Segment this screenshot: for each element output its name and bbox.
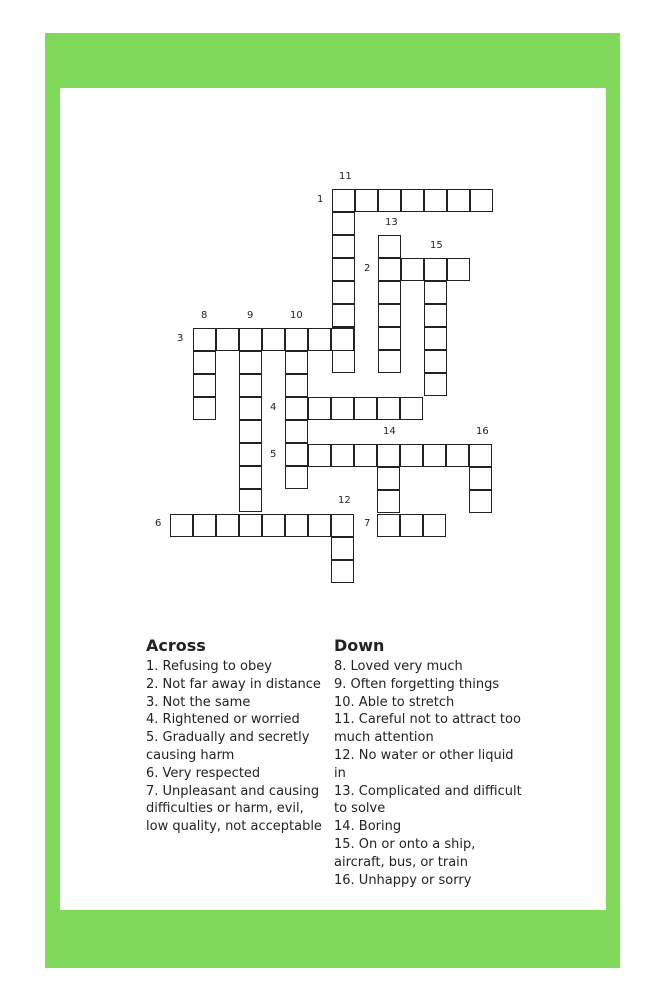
grid-cell[interactable]: [424, 189, 447, 212]
grid-cell[interactable]: [239, 328, 262, 351]
clue-number-16: 16: [476, 426, 489, 437]
grid-cell[interactable]: [332, 189, 355, 212]
grid-cell[interactable]: [378, 235, 401, 258]
grid-cell[interactable]: [378, 281, 401, 304]
grid-cell[interactable]: [285, 514, 308, 537]
grid-cell[interactable]: [354, 397, 377, 420]
clue-number-4: 4: [270, 402, 277, 413]
grid-cell[interactable]: [193, 374, 216, 397]
down-clue-14: 14. Boring: [334, 819, 402, 835]
clue-number-8: 8: [201, 310, 208, 321]
clue-number-3: 3: [177, 333, 184, 344]
grid-cell[interactable]: [332, 212, 355, 235]
grid-cell[interactable]: [193, 328, 216, 351]
grid-cell[interactable]: [239, 443, 262, 466]
grid-cell[interactable]: [331, 537, 354, 560]
grid-cell[interactable]: [193, 397, 216, 420]
grid-cell[interactable]: [377, 514, 400, 537]
across-clue-1: 1. Refusing to obey: [146, 659, 272, 674]
grid-cell[interactable]: [332, 281, 355, 304]
grid-cell[interactable]: [331, 444, 354, 467]
grid-cell[interactable]: [308, 328, 331, 351]
grid-cell[interactable]: [424, 281, 447, 304]
grid-cell[interactable]: [377, 490, 400, 513]
grid-cell[interactable]: [400, 397, 423, 420]
grid-cell[interactable]: [355, 189, 378, 212]
grid-cell[interactable]: [469, 444, 492, 467]
down-clue-9: 9. Often forgetting things: [334, 676, 500, 692]
grid-cell[interactable]: [239, 466, 262, 489]
grid-cell[interactable]: [424, 327, 447, 350]
grid-cell[interactable]: [285, 351, 308, 374]
grid-cell[interactable]: [262, 328, 285, 351]
across-clue-3: 3. Not the same: [146, 694, 251, 710]
grid-cell[interactable]: [378, 304, 401, 327]
grid-cell[interactable]: [239, 420, 262, 443]
grid-cell[interactable]: [216, 514, 239, 537]
clue-number-5: 5: [270, 449, 277, 460]
grid-cell[interactable]: [469, 490, 492, 513]
grid-cell[interactable]: [424, 258, 447, 281]
grid-cell[interactable]: [239, 489, 262, 512]
clue-number-11: 11: [339, 171, 352, 182]
grid-cell[interactable]: [446, 444, 469, 467]
grid-cell[interactable]: [332, 258, 355, 281]
clue-number-13: 13: [385, 217, 398, 228]
grid-cell[interactable]: [332, 350, 355, 373]
grid-cell[interactable]: [332, 235, 355, 258]
grid-cell[interactable]: [423, 514, 446, 537]
clue-number-12: 12: [338, 495, 351, 506]
grid-cell[interactable]: [400, 444, 423, 467]
grid-cell[interactable]: [285, 374, 308, 397]
grid-cell[interactable]: [331, 514, 354, 537]
clue-number-15: 15: [430, 240, 443, 251]
clue-number-9: 9: [247, 310, 254, 321]
grid-cell[interactable]: [377, 397, 400, 420]
grid-cell[interactable]: [239, 514, 262, 537]
grid-cell[interactable]: [469, 467, 492, 490]
grid-cell[interactable]: [354, 444, 377, 467]
grid-cell[interactable]: [378, 350, 401, 373]
grid-cell[interactable]: [401, 189, 424, 212]
grid-cell[interactable]: [308, 514, 331, 537]
grid-cell[interactable]: [424, 350, 447, 373]
grid-cell[interactable]: [378, 258, 401, 281]
down-clue-11: 11. Careful not to attract too much attention: [334, 712, 521, 746]
grid-cell[interactable]: [285, 397, 308, 420]
down-heading: Down: [334, 636, 385, 655]
grid-cell[interactable]: [331, 328, 354, 351]
grid-cell[interactable]: [308, 444, 331, 467]
down-clue-8: 8. Loved very much: [334, 659, 463, 674]
clue-number-1: 1: [317, 194, 324, 205]
grid-cell[interactable]: [447, 258, 470, 281]
grid-cell[interactable]: [193, 351, 216, 374]
grid-cell[interactable]: [400, 514, 423, 537]
clue-number-10: 10: [290, 310, 303, 321]
across-clue-5: 5. Gradually and secretly causing harm: [146, 730, 310, 763]
clue-number-2: 2: [364, 263, 371, 274]
grid-cell[interactable]: [239, 374, 262, 397]
grid-cell[interactable]: [424, 304, 447, 327]
grid-cell[interactable]: [331, 560, 354, 583]
grid-cell[interactable]: [377, 467, 400, 490]
grid-cell[interactable]: [424, 373, 447, 396]
grid-cell[interactable]: [423, 444, 446, 467]
across-clue-2: 2. Not far away in distance: [146, 676, 321, 692]
grid-cell[interactable]: [308, 397, 331, 420]
clue-number-14: 14: [383, 426, 396, 437]
grid-cell[interactable]: [216, 328, 239, 351]
grid-cell[interactable]: [239, 351, 262, 374]
grid-cell[interactable]: [447, 189, 470, 212]
down-clue-12: 12. No water or other liquid in: [334, 747, 514, 781]
grid-cell[interactable]: [378, 189, 401, 212]
grid-cell[interactable]: [262, 514, 285, 537]
across-clue-6: 6. Very respected: [146, 765, 261, 781]
grid-cell[interactable]: [401, 258, 424, 281]
grid-cell[interactable]: [331, 397, 354, 420]
grid-cell[interactable]: [170, 514, 193, 537]
grid-cell[interactable]: [193, 514, 216, 537]
down-clue-10: 10. Able to stretch: [334, 694, 455, 710]
down-clues: [334, 636, 524, 889]
grid-cell[interactable]: [285, 443, 308, 466]
clue-number-6: 6: [155, 518, 162, 529]
grid-cell[interactable]: [378, 327, 401, 350]
down-clue-13: 13. Complicated and difficult to solve: [334, 783, 522, 817]
grid-cell[interactable]: [377, 444, 400, 467]
grid-cell[interactable]: [285, 328, 308, 351]
clue-number-7: 7: [364, 518, 371, 529]
across-clue-4: 4. Rightened or worried: [146, 712, 300, 728]
grid-cell[interactable]: [285, 466, 308, 489]
across-clue-7: 7. Unpleasant and causing difficulties or harm, evil, low quality, not acceptable: [146, 783, 322, 835]
grid-cell[interactable]: [239, 397, 262, 420]
down-clue-16: 16. Unhappy or sorry: [334, 872, 472, 888]
across-clues: [146, 636, 328, 836]
across-heading: Across: [146, 636, 206, 655]
grid-cell[interactable]: [332, 304, 355, 327]
grid-cell[interactable]: [285, 420, 308, 443]
down-clue-15: 15. On or onto a ship, aircraft, bus, or train: [334, 836, 476, 870]
grid-cell[interactable]: [470, 189, 493, 212]
